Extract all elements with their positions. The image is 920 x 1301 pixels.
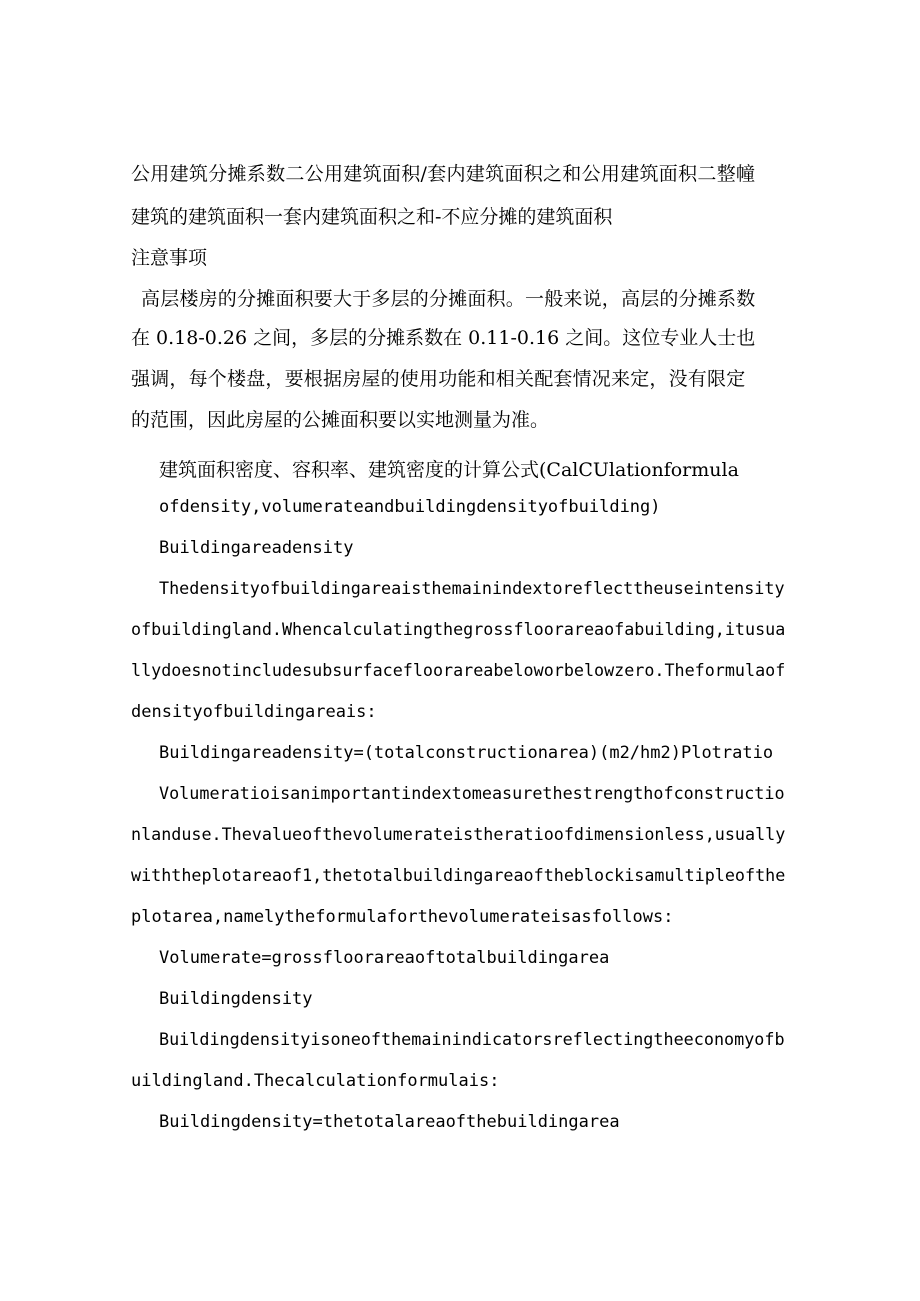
notice-heading: 注意事项	[131, 247, 208, 269]
volume-para-line-1: Volumeratioisanimportantindextomeasurethestrengthofconstructio	[159, 784, 785, 804]
notice-line-4: 的范围，因此房屋的公摊面积要以实地测量为准。	[131, 409, 550, 431]
building-density-heading: Buildingdensity	[159, 989, 313, 1009]
section-title-line-2: ofdensity,volumerateandbuildingdensityofbuilding)	[159, 497, 661, 517]
building-density-para-line-2: uildingland.Thecalculationformulais:	[131, 1071, 500, 1091]
formula-line-2: 建筑的建筑面积一套内建筑面积之和-不应分摊的建筑面积	[131, 206, 613, 228]
area-density-formula: Buildingareadensity=(totalconstructionarea)(m2/hm2)Plotratio	[159, 743, 774, 763]
formula-line-1: 公用建筑分摊系数二公用建筑面积/套内建筑面积之和公用建筑面积二整幢	[131, 163, 756, 185]
volume-para-line-3: withtheplotareaof1,thetotalbuildingareaoftheblockisamultipleofthe	[131, 866, 786, 886]
area-density-heading: Buildingareadensity	[159, 538, 354, 558]
area-density-para-line-3: llydoesnotincludesubsurfacefloorareabeloworbelowzero.Theformulaof	[131, 661, 786, 681]
section-title-line-1: 建筑面积密度、容积率、建筑密度的计算公式(CalCUlationformula	[159, 459, 739, 481]
volume-formula: Volumerate=grossfloorareaoftotalbuildingarea	[159, 948, 610, 968]
area-density-para-line-4: densityofbuildingareais:	[131, 702, 377, 722]
volume-para-line-4: plotarea,namelytheformulaforthevolumerateisasfollows:	[131, 907, 674, 927]
notice-line-3: 强调，每个楼盘，要根据房屋的使用功能和相关配套情况来定，没有限定	[131, 368, 746, 390]
area-density-para-line-1: Thedensityofbuildingareaisthemainindextoreflecttheuseintensity	[159, 579, 785, 599]
notice-line-2: 在 0.18-0.26 之间，多层的分摊系数在 0.11-0.16 之间。这位专业人士也	[131, 327, 756, 349]
building-density-para-line-1: Buildingdensityisoneofthemainindicatorsreflectingtheeconomyofb	[159, 1030, 785, 1050]
area-density-para-line-2: ofbuildingland.Whencalculatingthegrossfloorareaofabuilding,itusua	[131, 620, 786, 640]
volume-para-line-2: nlanduse.Thevalueofthevolumerateistheratioofdimensionless,usually	[131, 825, 786, 845]
building-density-formula: Buildingdensity=thetotalareaofthebuildingarea	[159, 1112, 620, 1132]
notice-line-1: 高层楼房的分摊面积要大于多层的分摊面积。一般来说，高层的分摊系数	[141, 288, 756, 310]
